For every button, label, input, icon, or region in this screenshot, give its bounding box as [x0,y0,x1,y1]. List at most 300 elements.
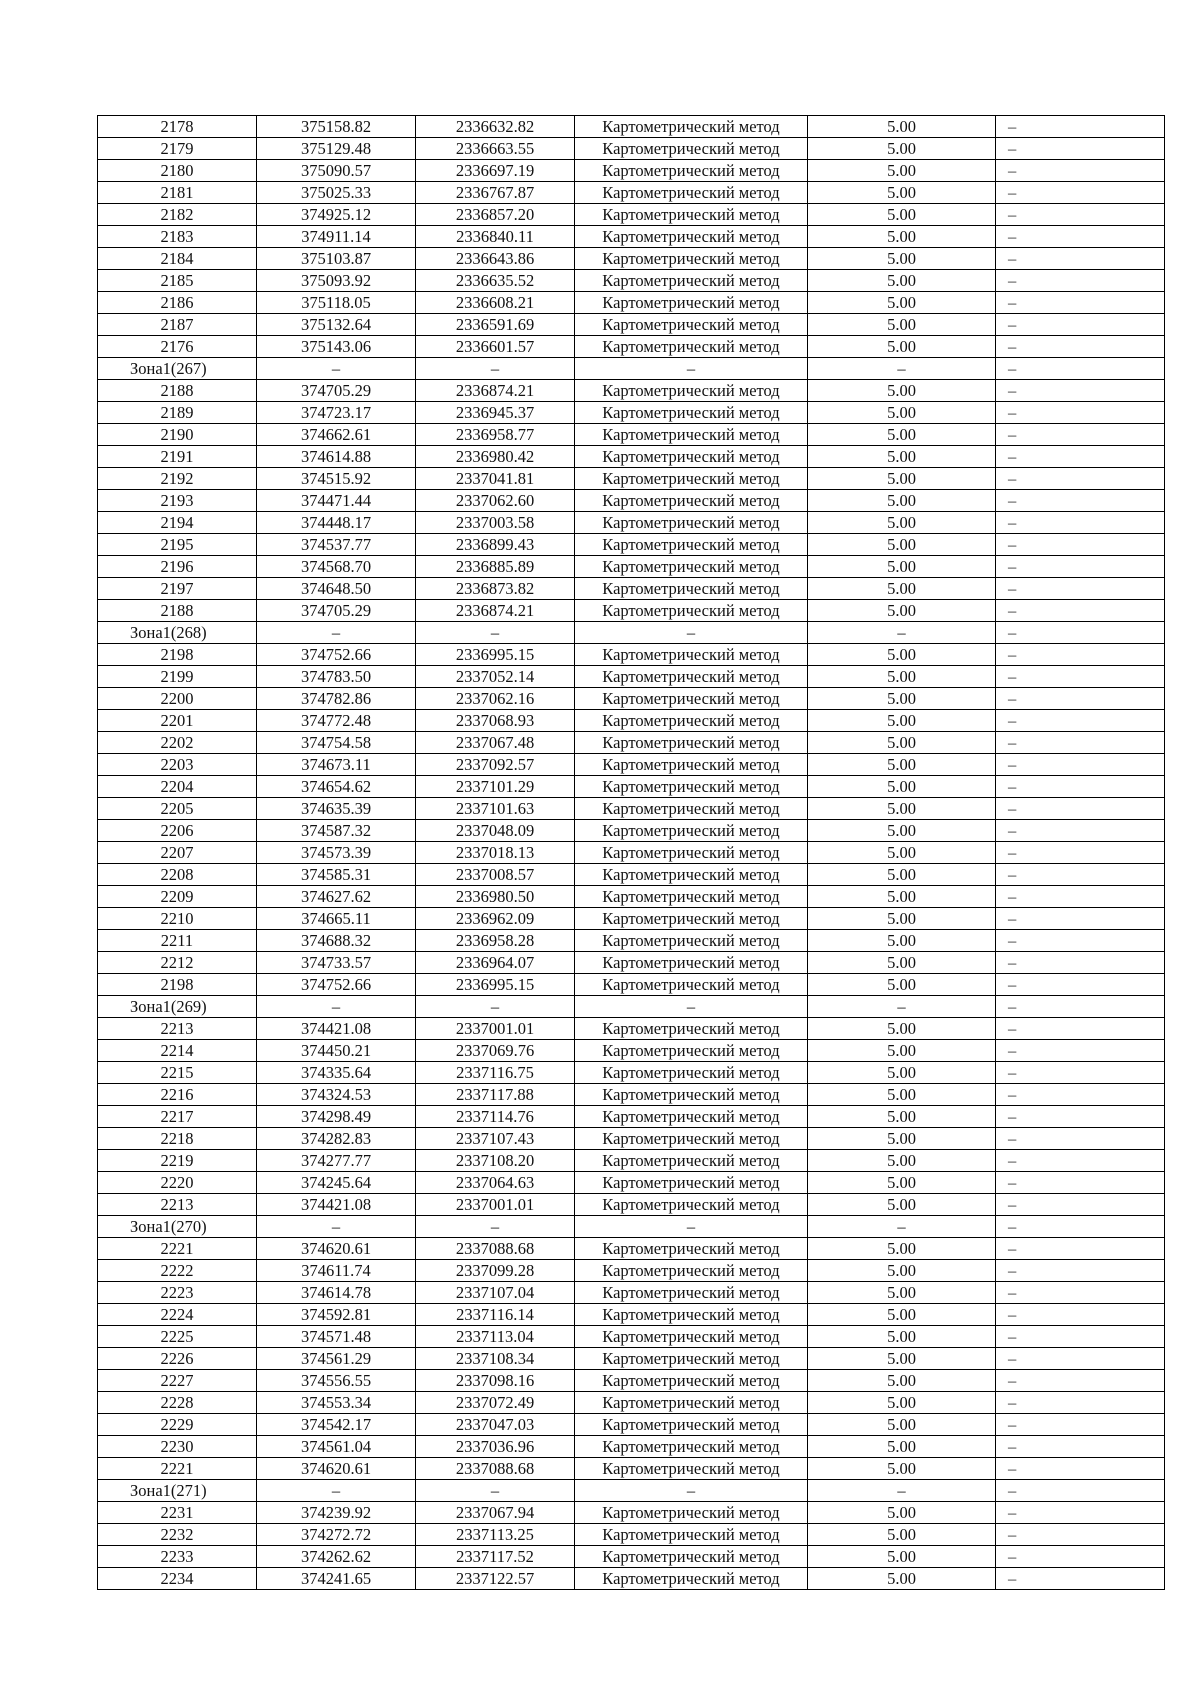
description-cell: – [996,424,1165,446]
point-number-cell: 2200 [98,688,257,710]
method-cell: – [575,996,808,1018]
description-cell: – [996,996,1165,1018]
accuracy-cell: 5.00 [808,1106,996,1128]
method-cell: Картометрический метод [575,842,808,864]
table-row [98,732,1165,754]
method-cell: Картометрический метод [575,666,808,688]
table-row [98,1458,1165,1480]
x-coordinate-cell: – [257,622,416,644]
x-coordinate-cell: 374925.12 [257,204,416,226]
point-number-cell: 2198 [98,644,257,666]
method-cell: Картометрический метод [575,1326,808,1348]
accuracy-cell: 5.00 [808,578,996,600]
accuracy-cell: 5.00 [808,1304,996,1326]
point-number-cell: 2182 [98,204,257,226]
x-coordinate-cell: – [257,1216,416,1238]
accuracy-cell: 5.00 [808,182,996,204]
table-row [98,248,1165,270]
table-row [98,534,1165,556]
point-number-cell: 2194 [98,512,257,534]
description-cell: – [996,1546,1165,1568]
table-row [98,1084,1165,1106]
method-cell: – [575,1480,808,1502]
table-row [98,600,1165,622]
method-cell: Картометрический метод [575,1414,808,1436]
y-coordinate-cell: 2337067.48 [416,732,575,754]
method-cell: Картометрический метод [575,1018,808,1040]
description-cell: – [996,1458,1165,1480]
method-cell: Картометрический метод [575,490,808,512]
point-number-cell: 2230 [98,1436,257,1458]
method-cell: Картометрический метод [575,886,808,908]
y-coordinate-cell: 2336643.86 [416,248,575,270]
description-cell: – [996,908,1165,930]
x-coordinate-cell: 374733.57 [257,952,416,974]
y-coordinate-cell: 2336874.21 [416,600,575,622]
accuracy-cell: 5.00 [808,446,996,468]
point-number-cell: 2215 [98,1062,257,1084]
description-cell: – [996,1216,1165,1238]
coordinates-table-body [98,116,1165,1590]
table-row [98,798,1165,820]
description-cell: – [996,138,1165,160]
point-number-cell: 2210 [98,908,257,930]
y-coordinate-cell: 2337108.20 [416,1150,575,1172]
y-coordinate-cell: 2337088.68 [416,1238,575,1260]
y-coordinate-cell: 2336697.19 [416,160,575,182]
point-number-cell: 2213 [98,1194,257,1216]
y-coordinate-cell: 2337062.60 [416,490,575,512]
table-row [98,1172,1165,1194]
y-coordinate-cell: 2337047.03 [416,1414,575,1436]
zone-label-cell: Зона1(271) [98,1480,257,1502]
description-cell: – [996,1282,1165,1304]
point-number-cell: 2211 [98,930,257,952]
zone-label-cell: Зона1(268) [98,622,257,644]
y-coordinate-cell: 2337107.43 [416,1128,575,1150]
x-coordinate-cell: 374324.53 [257,1084,416,1106]
description-cell: – [996,1150,1165,1172]
description-cell: – [996,1326,1165,1348]
method-cell: Картометрический метод [575,732,808,754]
zone-label-cell: Зона1(267) [98,358,257,380]
y-coordinate-cell: 2337018.13 [416,842,575,864]
y-coordinate-cell: 2337088.68 [416,1458,575,1480]
point-number-cell: 2207 [98,842,257,864]
method-cell: Картометрический метод [575,1062,808,1084]
description-cell: – [996,820,1165,842]
y-coordinate-cell: 2337052.14 [416,666,575,688]
point-number-cell: 2204 [98,776,257,798]
point-number-cell: 2196 [98,556,257,578]
y-coordinate-cell: 2337116.75 [416,1062,575,1084]
accuracy-cell: 5.00 [808,1568,996,1590]
accuracy-cell: – [808,1480,996,1502]
point-number-cell: 2188 [98,600,257,622]
accuracy-cell: 5.00 [808,512,996,534]
description-cell: – [996,1018,1165,1040]
x-coordinate-cell: 374537.77 [257,534,416,556]
y-coordinate-cell: 2336767.87 [416,182,575,204]
table-row [98,710,1165,732]
accuracy-cell: 5.00 [808,820,996,842]
accuracy-cell: 5.00 [808,908,996,930]
zone-header-row [98,996,1165,1018]
description-cell: – [996,1348,1165,1370]
description-cell: – [996,1194,1165,1216]
accuracy-cell: 5.00 [808,798,996,820]
point-number-cell: 2223 [98,1282,257,1304]
description-cell: – [996,1238,1165,1260]
accuracy-cell: 5.00 [808,226,996,248]
y-coordinate-cell: 2337068.93 [416,710,575,732]
point-number-cell: 2216 [98,1084,257,1106]
x-coordinate-cell: 374705.29 [257,380,416,402]
accuracy-cell: 5.00 [808,270,996,292]
table-row [98,688,1165,710]
description-cell: – [996,776,1165,798]
x-coordinate-cell: 374571.48 [257,1326,416,1348]
point-number-cell: 2226 [98,1348,257,1370]
method-cell: Картометрический метод [575,644,808,666]
method-cell: Картометрический метод [575,578,808,600]
description-cell: – [996,116,1165,138]
point-number-cell: 2195 [98,534,257,556]
description-cell: – [996,930,1165,952]
method-cell: Картометрический метод [575,1040,808,1062]
x-coordinate-cell: 374272.72 [257,1524,416,1546]
x-coordinate-cell: 374752.66 [257,974,416,996]
point-number-cell: 2198 [98,974,257,996]
point-number-cell: 2186 [98,292,257,314]
method-cell: Картометрический метод [575,1282,808,1304]
y-coordinate-cell: 2336958.28 [416,930,575,952]
table-row [98,1326,1165,1348]
accuracy-cell: 5.00 [808,1546,996,1568]
description-cell: – [996,842,1165,864]
x-coordinate-cell: 375129.48 [257,138,416,160]
accuracy-cell: 5.00 [808,1172,996,1194]
accuracy-cell: 5.00 [808,556,996,578]
table-row [98,1568,1165,1590]
method-cell: Картометрический метод [575,116,808,138]
method-cell: Картометрический метод [575,974,808,996]
description-cell: – [996,270,1165,292]
point-number-cell: 2184 [98,248,257,270]
table-row [98,1040,1165,1062]
method-cell: Картометрический метод [575,798,808,820]
y-coordinate-cell: 2337099.28 [416,1260,575,1282]
method-cell: Картометрический метод [575,600,808,622]
description-cell: – [996,226,1165,248]
x-coordinate-cell: – [257,358,416,380]
y-coordinate-cell: 2336608.21 [416,292,575,314]
x-coordinate-cell: 374754.58 [257,732,416,754]
description-cell: – [996,688,1165,710]
accuracy-cell: 5.00 [808,336,996,358]
x-coordinate-cell: 374515.92 [257,468,416,490]
point-number-cell: 2192 [98,468,257,490]
x-coordinate-cell: 374592.81 [257,1304,416,1326]
table-row [98,424,1165,446]
table-row [98,182,1165,204]
x-coordinate-cell: 374282.83 [257,1128,416,1150]
table-row [98,666,1165,688]
accuracy-cell: 5.00 [808,1502,996,1524]
y-coordinate-cell: 2337101.29 [416,776,575,798]
x-coordinate-cell: 375093.92 [257,270,416,292]
x-coordinate-cell: 374635.39 [257,798,416,820]
y-coordinate-cell: – [416,1480,575,1502]
y-coordinate-cell: 2337072.49 [416,1392,575,1414]
point-number-cell: 2181 [98,182,257,204]
point-number-cell: 2189 [98,402,257,424]
x-coordinate-cell: 374277.77 [257,1150,416,1172]
method-cell: Картометрический метод [575,1106,808,1128]
method-cell: Картометрический метод [575,1194,808,1216]
method-cell: Картометрический метод [575,380,808,402]
x-coordinate-cell: 374752.66 [257,644,416,666]
table-row [98,292,1165,314]
table-row [98,446,1165,468]
description-cell: – [996,556,1165,578]
method-cell: Картометрический метод [575,138,808,160]
point-number-cell: 2208 [98,864,257,886]
y-coordinate-cell: 2337107.04 [416,1282,575,1304]
table-row [98,116,1165,138]
description-cell: – [996,754,1165,776]
x-coordinate-cell: 374723.17 [257,402,416,424]
y-coordinate-cell: 2336874.21 [416,380,575,402]
x-coordinate-cell: 375090.57 [257,160,416,182]
accuracy-cell: 5.00 [808,1282,996,1304]
y-coordinate-cell: 2336980.50 [416,886,575,908]
point-number-cell: 2218 [98,1128,257,1150]
y-coordinate-cell: 2336962.09 [416,908,575,930]
accuracy-cell: 5.00 [808,1414,996,1436]
method-cell: Картометрический метод [575,1172,808,1194]
x-coordinate-cell: 374688.32 [257,930,416,952]
y-coordinate-cell: 2336632.82 [416,116,575,138]
y-coordinate-cell: 2336857.20 [416,204,575,226]
point-number-cell: 2197 [98,578,257,600]
y-coordinate-cell: 2336840.11 [416,226,575,248]
zone-label-cell: Зона1(269) [98,996,257,1018]
accuracy-cell: 5.00 [808,1392,996,1414]
point-number-cell: 2201 [98,710,257,732]
y-coordinate-cell: 2336958.77 [416,424,575,446]
method-cell: Картометрический метод [575,710,808,732]
y-coordinate-cell: 2337113.25 [416,1524,575,1546]
accuracy-cell: 5.00 [808,1040,996,1062]
y-coordinate-cell: 2337101.63 [416,798,575,820]
table-row [98,1194,1165,1216]
y-coordinate-cell: 2336601.57 [416,336,575,358]
point-number-cell: 2213 [98,1018,257,1040]
table-row [98,160,1165,182]
table-row [98,820,1165,842]
accuracy-cell: 5.00 [808,1348,996,1370]
x-coordinate-cell: 374568.70 [257,556,416,578]
method-cell: Картометрический метод [575,908,808,930]
accuracy-cell: 5.00 [808,1370,996,1392]
description-cell: – [996,160,1165,182]
accuracy-cell: 5.00 [808,204,996,226]
description-cell: – [996,1414,1165,1436]
accuracy-cell: – [808,622,996,644]
description-cell: – [996,248,1165,270]
x-coordinate-cell: 375103.87 [257,248,416,270]
table-row [98,886,1165,908]
method-cell: Картометрический метод [575,468,808,490]
method-cell: Картометрический метод [575,1348,808,1370]
point-number-cell: 2220 [98,1172,257,1194]
y-coordinate-cell: 2336980.42 [416,446,575,468]
y-coordinate-cell: 2337001.01 [416,1018,575,1040]
table-row [98,1546,1165,1568]
method-cell: Картометрический метод [575,930,808,952]
zone-header-row [98,1480,1165,1502]
point-number-cell: 2221 [98,1458,257,1480]
method-cell: – [575,622,808,644]
table-row [98,1392,1165,1414]
x-coordinate-cell: 374620.61 [257,1458,416,1480]
accuracy-cell: 5.00 [808,160,996,182]
point-number-cell: 2224 [98,1304,257,1326]
method-cell: Картометрический метод [575,1546,808,1568]
table-row [98,1018,1165,1040]
y-coordinate-cell: – [416,358,575,380]
point-number-cell: 2179 [98,138,257,160]
y-coordinate-cell: 2337003.58 [416,512,575,534]
point-number-cell: 2193 [98,490,257,512]
description-cell: – [996,292,1165,314]
method-cell: Картометрический метод [575,1238,808,1260]
table-row [98,1106,1165,1128]
accuracy-cell: 5.00 [808,314,996,336]
table-row [98,402,1165,424]
accuracy-cell: 5.00 [808,292,996,314]
accuracy-cell: 5.00 [808,402,996,424]
point-number-cell: 2206 [98,820,257,842]
y-coordinate-cell: 2337069.76 [416,1040,575,1062]
point-number-cell: 2227 [98,1370,257,1392]
accuracy-cell: 5.00 [808,842,996,864]
method-cell: Картометрический метод [575,226,808,248]
description-cell: – [996,622,1165,644]
description-cell: – [996,952,1165,974]
y-coordinate-cell: 2336663.55 [416,138,575,160]
description-cell: – [996,732,1165,754]
point-number-cell: 2185 [98,270,257,292]
table-row [98,336,1165,358]
method-cell: Картометрический метод [575,204,808,226]
table-row [98,1304,1165,1326]
point-number-cell: 2229 [98,1414,257,1436]
y-coordinate-cell: 2337062.16 [416,688,575,710]
table-row [98,1282,1165,1304]
accuracy-cell: 5.00 [808,116,996,138]
method-cell: Картометрический метод [575,512,808,534]
x-coordinate-cell: 375025.33 [257,182,416,204]
accuracy-cell: 5.00 [808,1238,996,1260]
table-row [98,1238,1165,1260]
table-row [98,1524,1165,1546]
accuracy-cell: 5.00 [808,688,996,710]
y-coordinate-cell: – [416,996,575,1018]
method-cell: Картометрический метод [575,864,808,886]
table-row [98,974,1165,996]
accuracy-cell: 5.00 [808,468,996,490]
description-cell: – [996,886,1165,908]
table-row [98,556,1165,578]
table-row [98,138,1165,160]
method-cell: Картометрический метод [575,1128,808,1150]
x-coordinate-cell: 374620.61 [257,1238,416,1260]
table-row [98,468,1165,490]
y-coordinate-cell: 2337041.81 [416,468,575,490]
point-number-cell: 2187 [98,314,257,336]
table-row [98,952,1165,974]
table-row [98,226,1165,248]
accuracy-cell: 5.00 [808,380,996,402]
method-cell: Картометрический метод [575,270,808,292]
description-cell: – [996,600,1165,622]
coordinates-table [97,115,1165,1590]
accuracy-cell: 5.00 [808,1062,996,1084]
method-cell: Картометрический метод [575,402,808,424]
method-cell: Картометрический метод [575,1568,808,1590]
y-coordinate-cell: 2337114.76 [416,1106,575,1128]
method-cell: Картометрический метод [575,248,808,270]
accuracy-cell: 5.00 [808,1128,996,1150]
point-number-cell: 2199 [98,666,257,688]
description-cell: – [996,1370,1165,1392]
point-number-cell: 2176 [98,336,257,358]
description-cell: – [996,1436,1165,1458]
description-cell: – [996,710,1165,732]
table-row [98,1370,1165,1392]
accuracy-cell: 5.00 [808,754,996,776]
method-cell: Картометрический метод [575,336,808,358]
description-cell: – [996,468,1165,490]
x-coordinate-cell: 374654.62 [257,776,416,798]
x-coordinate-cell: 374782.86 [257,688,416,710]
x-coordinate-cell: 374448.17 [257,512,416,534]
x-coordinate-cell: 374262.62 [257,1546,416,1568]
x-coordinate-cell: – [257,1480,416,1502]
x-coordinate-cell: 374241.65 [257,1568,416,1590]
method-cell: Картометрический метод [575,1370,808,1392]
point-number-cell: 2203 [98,754,257,776]
method-cell: Картометрический метод [575,1304,808,1326]
description-cell: – [996,1040,1165,1062]
method-cell: Картометрический метод [575,952,808,974]
y-coordinate-cell: 2336995.15 [416,644,575,666]
point-number-cell: 2234 [98,1568,257,1590]
accuracy-cell: 5.00 [808,138,996,160]
description-cell: – [996,1392,1165,1414]
x-coordinate-cell: 374298.49 [257,1106,416,1128]
y-coordinate-cell: 2337117.52 [416,1546,575,1568]
y-coordinate-cell: 2337108.34 [416,1348,575,1370]
x-coordinate-cell: 374673.11 [257,754,416,776]
x-coordinate-cell: 374587.32 [257,820,416,842]
x-coordinate-cell: 374245.64 [257,1172,416,1194]
description-cell: – [996,490,1165,512]
description-cell: – [996,1084,1165,1106]
description-cell: – [996,380,1165,402]
